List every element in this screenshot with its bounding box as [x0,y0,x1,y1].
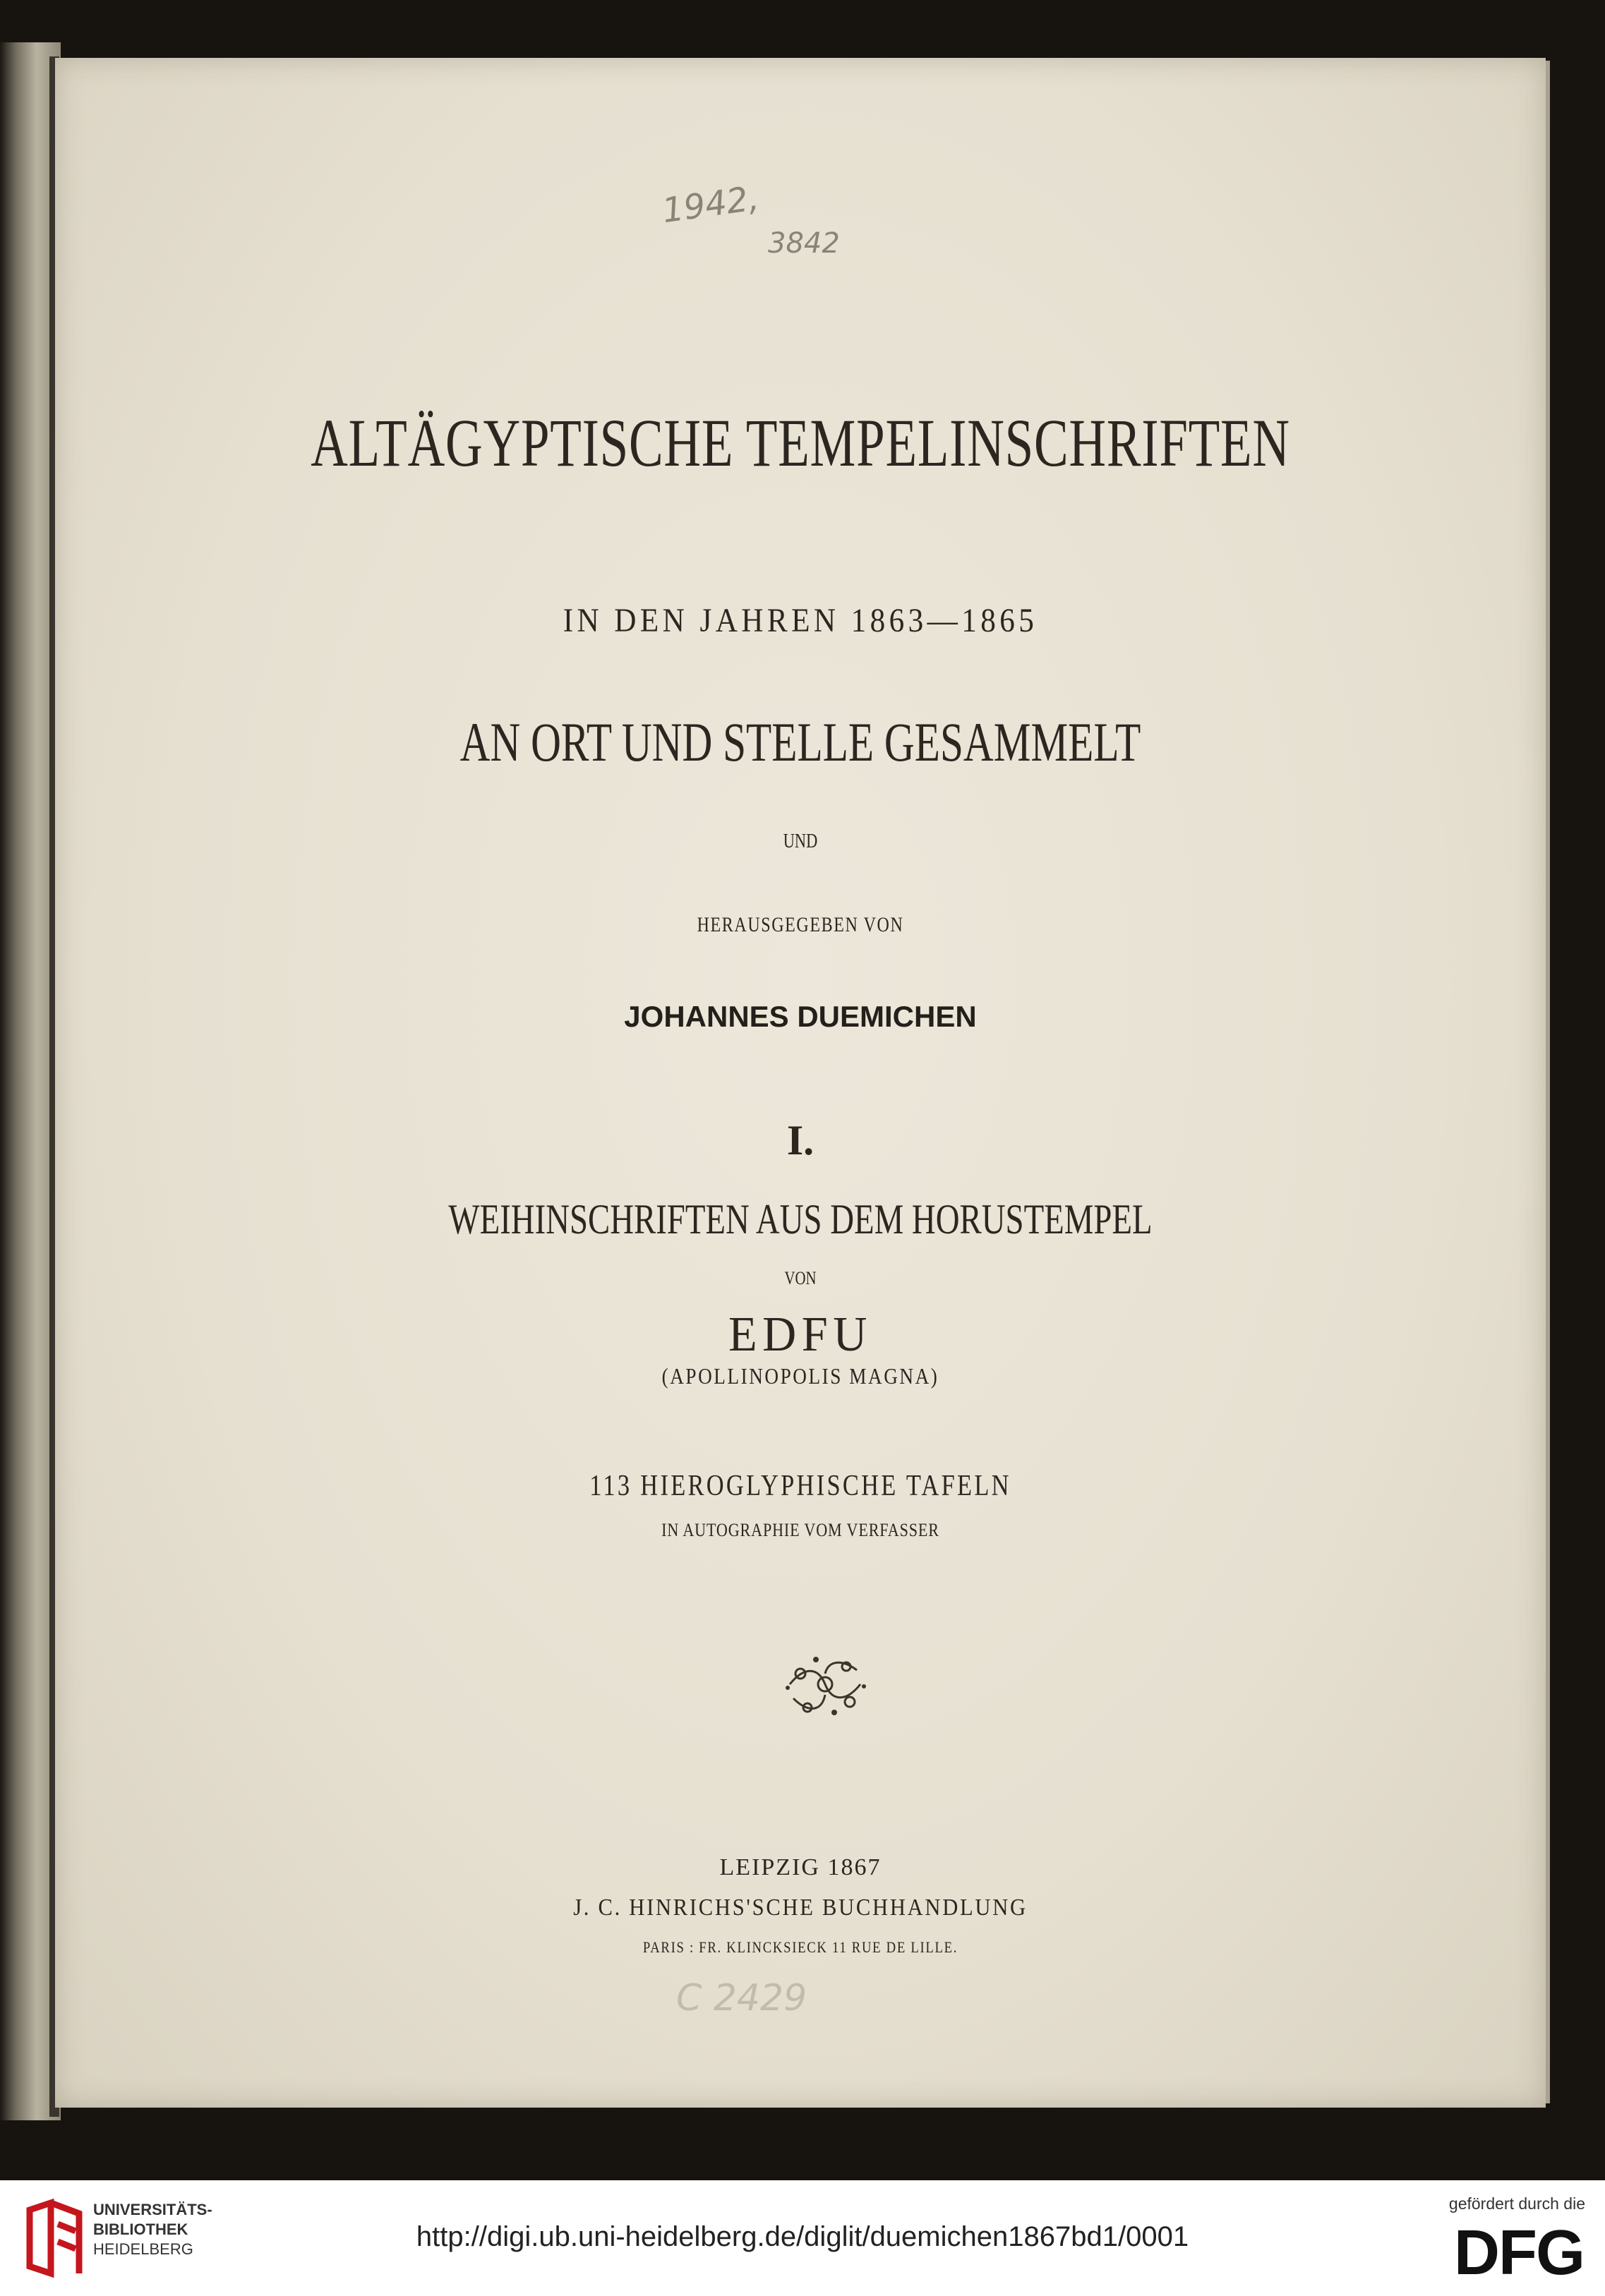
shelfmark-pencil: C 2429 [676,1977,807,2019]
autographie-note: IN AUTOGRAPHIE VOM VERFASSER [661,1520,939,1540]
volume-title: WEIHINSCHRIFTEN AUS DEM HORUSTEMPEL [448,1196,1153,1243]
pencil-note: 1942, [659,178,762,231]
permalink-url[interactable]: http://digi.ub.uni-heidelberg.de/diglit/duemichen1867bd1/0001 [416,2221,1189,2252]
imprint-city-year: LEIPZIG 1867 [719,1854,882,1880]
conjunction-und: UND [783,830,818,852]
pencil-note: 3842 [768,227,840,260]
edited-by: HERAUSGEGEBEN VON [697,913,904,936]
funding-label: gefördert durch die [1448,2194,1585,2213]
viewer-footer [0,2180,1605,2296]
subtitle-years: IN DEN JAHREN 1863—1865 [563,602,1038,639]
author-name: JOHANNES DUEMICHEN [624,1000,977,1033]
subtitle-collected: AN ORT UND STELLE GESAMMELT [459,711,1141,773]
title-page [55,58,1546,2108]
place-alt-name: (APOLLINOPOLIS MAGNA) [661,1363,939,1389]
floral-ornament-icon [779,1645,871,1723]
paris-distributor: PARIS : FR. KLINCKSIECK 11 RUE DE LILLE. [642,1938,958,1956]
library-name-line: HEIDELBERG [93,2240,193,2258]
book-title: ALTÄGYPTISCHE TEMPELINSCHRIFTEN [311,405,1290,481]
place-name: EDFU [728,1307,873,1362]
von-label: VON [784,1268,817,1288]
dfg-logo[interactable]: DFG [1454,2218,1584,2288]
library-name-line: BIBLIOTHEK [93,2221,188,2238]
volume-number: I. [786,1117,814,1164]
plates-count: 113 HIEROGLYPHISCHE TAFELN [589,1470,1011,1502]
publisher-name: J. C. HINRICHS'SCHE BUCHHANDLUNG [573,1895,1028,1921]
library-name-line: UNIVERSITÄTS- [93,2201,212,2218]
